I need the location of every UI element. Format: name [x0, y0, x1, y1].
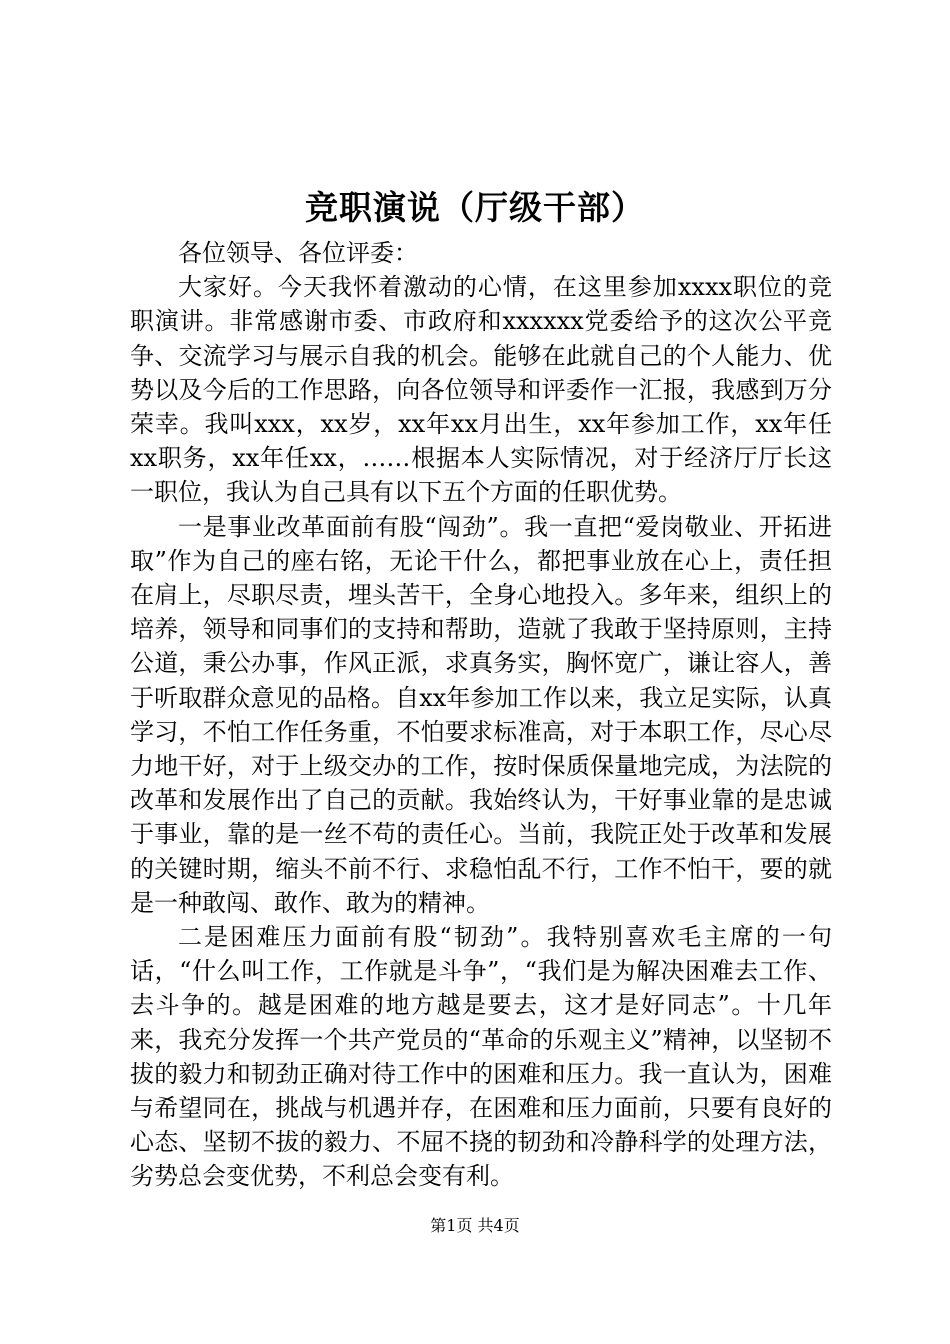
- paragraph-point-one: 一是事业改革面前有股“闯劲”。我一直把“爱岗敬业、开拓进取”作为自己的座右铭，无论干什么，都把事业放在心上，责任担在肩上，尽职尽责，埋头苦干，全身心地投入。多年来，组织上的培养，领导和同事们的支持和帮助，造就了我敢于坚持原则，主持公道，秉公办事，作风正派，求真务实，胸怀宽广，谦让容人，善于听取群众意见的品格。自xx年参加工作以来，我立足实际，认真学习，不怕工作任务重，不怕要求标准高，对于本职工作，尽心尽力地干好，对于上级交办的工作，按时保质保量地完成，为法院的改革和发展作出了自己的贡献。我始终认为，干好事业靠的是忠诚于事业，靠的是一丝不苟的责任心。当前，我院正处于改革和发展的关键时期，缩头不前不行、求稳怕乱不行，工作不怕干，要的就是一种敢闯、敢作、敢为的精神。: [130, 512, 832, 917]
- page-footer: 第1页 共4页: [430, 1216, 520, 1235]
- document-title: 竞职演说（厅级干部）: [305, 188, 645, 227]
- paragraph-intro: 大家好。今天我怀着激动的心情，在这里参加xxxx职位的竞职演讲。非常感谢市委、市政府和xxxxxx党委给予的这次公平竞争、交流学习与展示自我的机会。能够在此就自己的个人能力、优势以及今后的工作思路，向各位领导和评委作一汇报，我感到万分荣幸。我叫xxx，xx岁，xx年xx月出生，xx年参加工作，xx年任xx职务，xx年任xx，……根据本人实际情况，对于经济厅厅长这一职位，我认为自己具有以下五个方面的任职优势。: [130, 273, 832, 507]
- salutation: 各位领导、各位评委：: [178, 239, 418, 267]
- paragraph-point-two: 二是困难压力面前有股“韧劲”。我特别喜欢毛主席的一句话，“什么叫工作，工作就是斗争”，“我们是为解决困难去工作、去斗争的。越是困难的地方越是要去，这才是好同志”。十几年来，我充分发挥一个共产党员的“革命的乐观主义”精神，以坚韧不拔的毅力和韧劲正确对待工作中的困难和压力。我一直认为，困难与希望同在，挑战与机遇并存，在困难和压力面前，只要有良好的心态、坚韧不拔的毅力、不屈不挠的韧劲和冷静科学的处理方法，劣势总会变优势，不利总会变有利。: [130, 923, 832, 1191]
- document-body: [130, 236, 832, 1194]
